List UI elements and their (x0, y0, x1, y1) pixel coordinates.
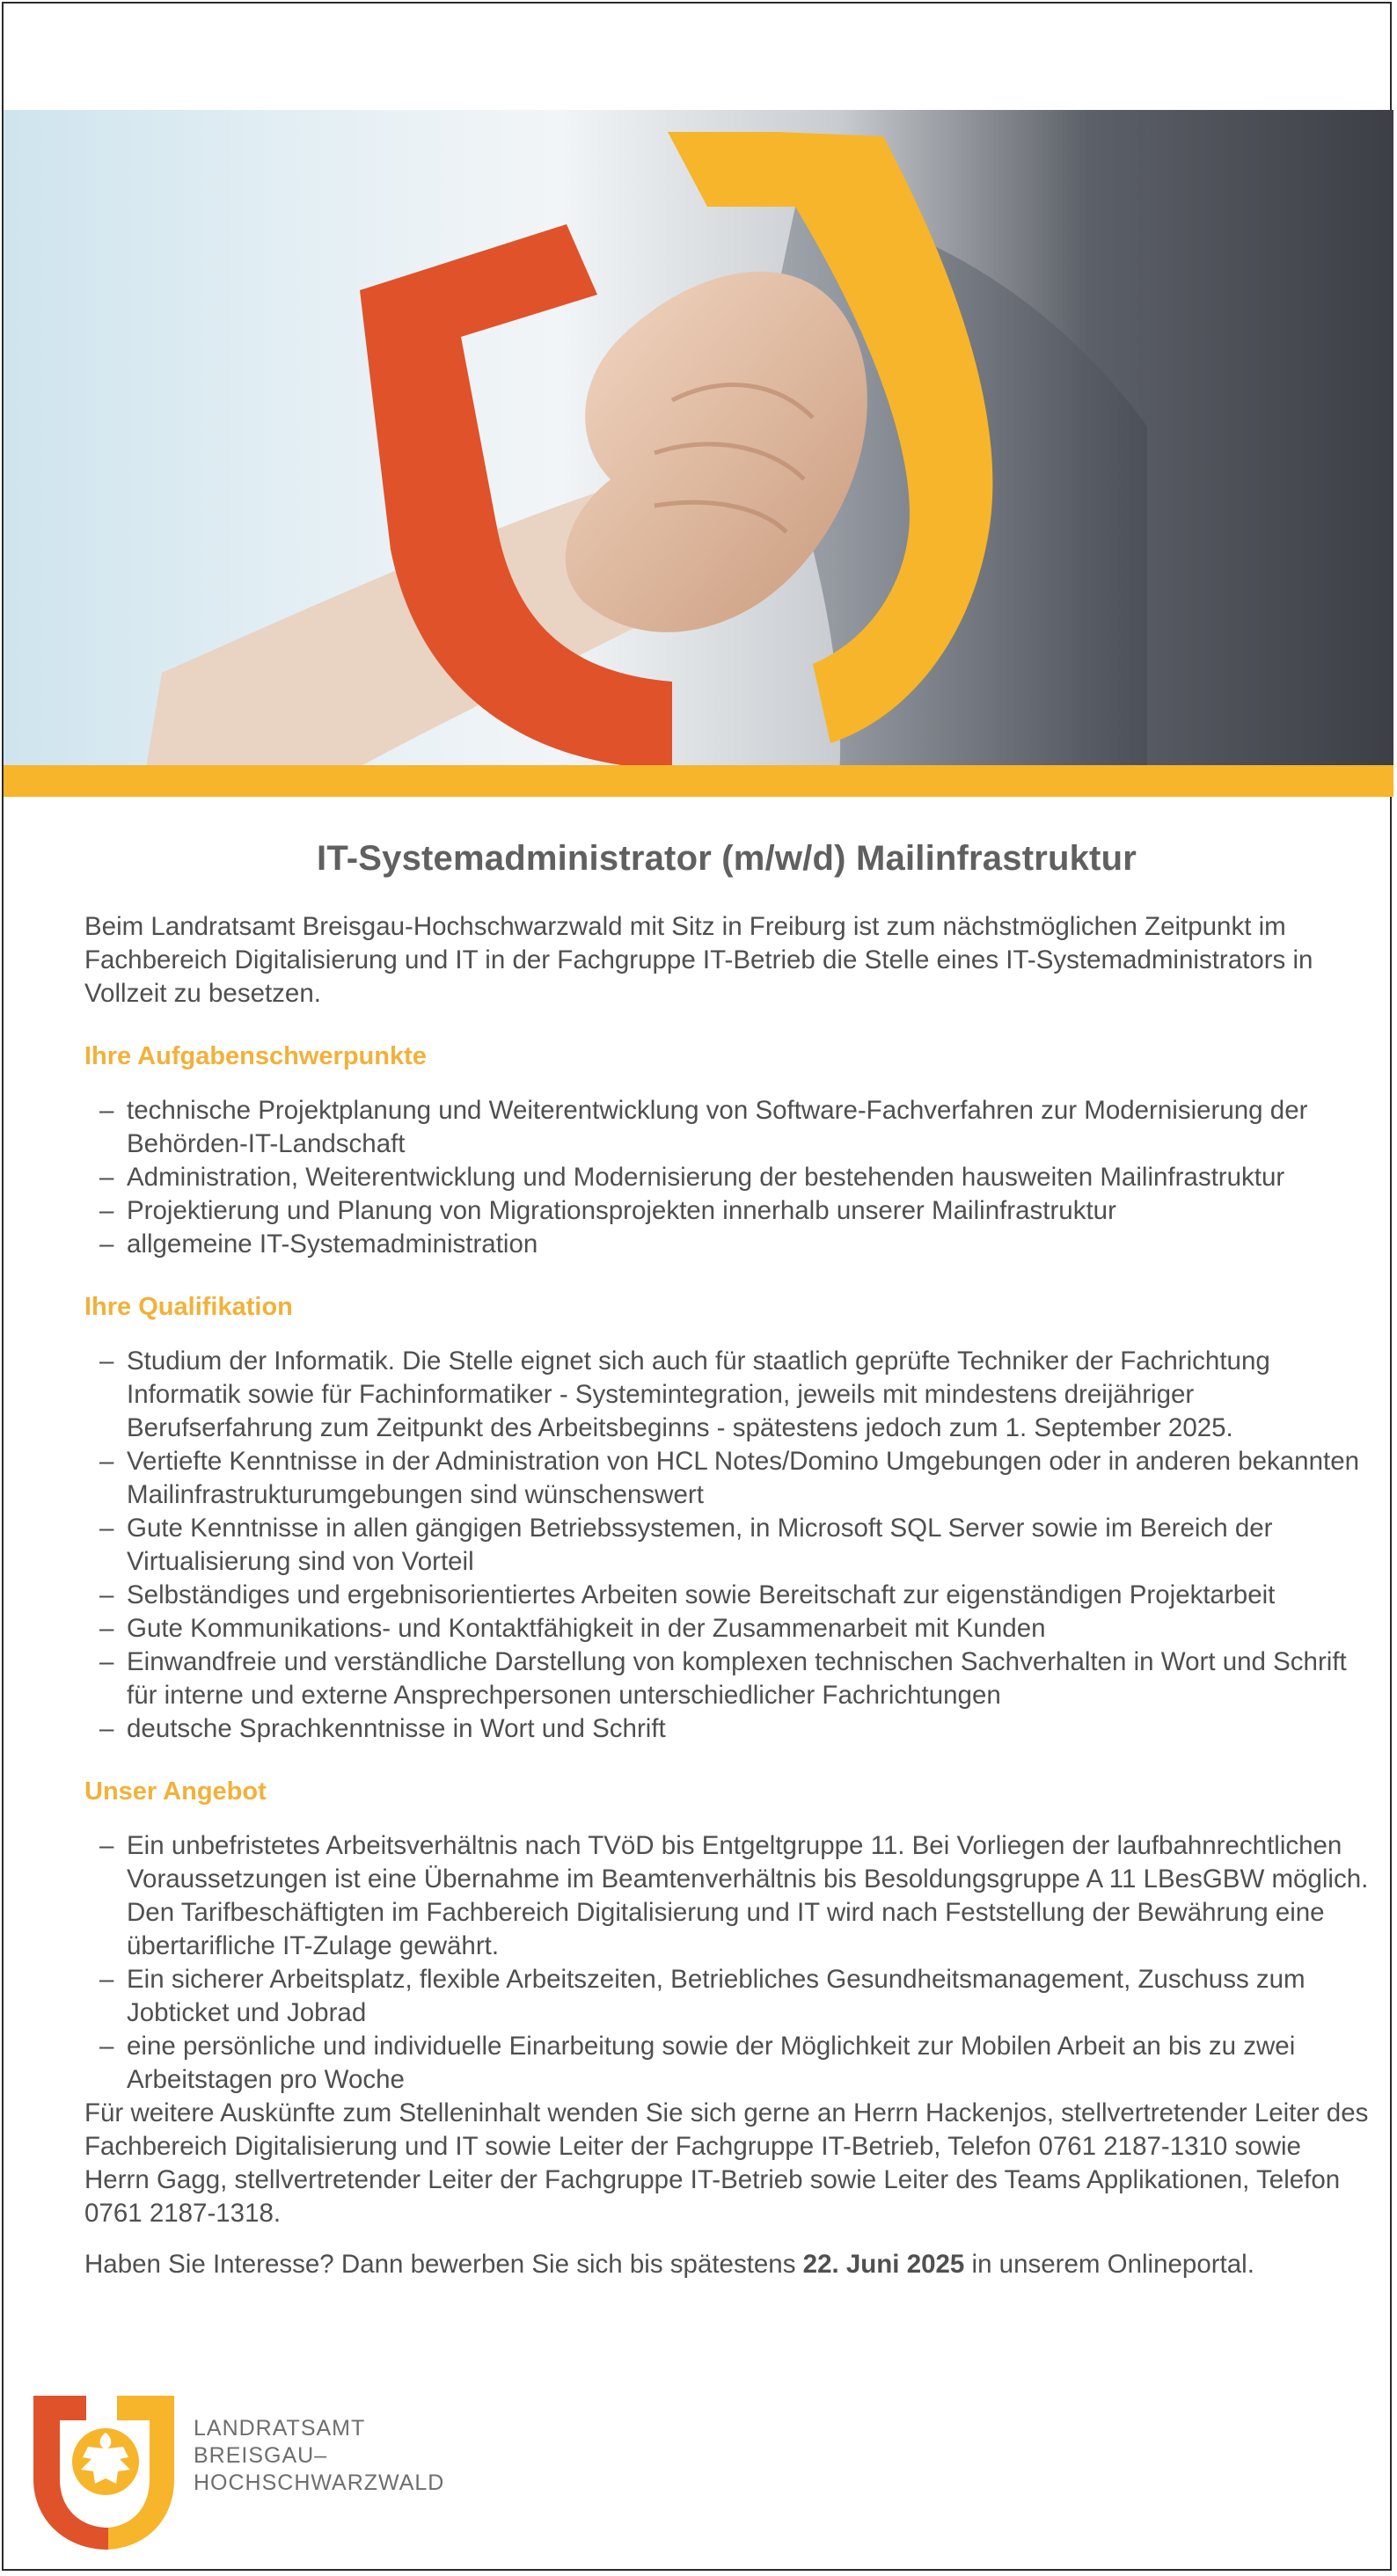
list-item: – allgemeine IT-Systemadministration (127, 1228, 1369, 1261)
section-heading-tasks: Ihre Aufgabenschwerpunkte (84, 1042, 427, 1070)
list-item: – Studium der Informatik. Die Stelle eignet sich auch für staatlich geprüfte Techniker der Fachrichtung Informatik sowie für Fachinformatiker - Systemintegration, jeweils mit mindestens dreijähriger Berufserfahrung zum Zeitpunkt des Arbeitsbeginns - spätestens jedoch zum 1. September 2025. (127, 1345, 1369, 1445)
logo-line: BREISGAU– (194, 2443, 328, 2468)
qualification-list (84, 1345, 1369, 1746)
apply-paragraph (84, 2248, 1369, 2281)
list-item: – deutsche Sprachkenntnisse in Wort und Schrift (127, 1712, 1369, 1746)
list-item: – Ein unbefristetes Arbeitsverhältnis nach TVöD bis Entgeltgruppe 11. Bei Vorliegen der laufbahnrechtlichen Voraussetzungen ist eine Übernahme im Beamtenverhältnis bis Besoldungsgruppe A 11 LBesGBW möglich. Den Tarifbeschäftigten im Fachbereich Digitalisierung und IT wird nach Feststellung der Bewährung eine übertarifliche IT-Zulage gewährt. (127, 1829, 1369, 1963)
page-title: IT-Systemadministrator (m/w/d) Mailinfrastruktur (317, 839, 1137, 878)
offer-list (84, 1829, 1369, 2097)
list-item: – Administration, Weiterentwicklung und Modernisierung der bestehenden hausweiten Mailinfrastruktur (127, 1161, 1369, 1194)
handshake-photo (4, 110, 1393, 778)
hero-image (4, 110, 1393, 778)
list-item: – Selbständiges und ergebnisorientiertes Arbeiten sowie Bereitschaft zur eigenständigen Projektarbeit (127, 1579, 1369, 1612)
section-heading-offer: Unser Angebot (84, 1777, 267, 1806)
list-item: – Vertiefte Kenntnisse in der Administration von HCL Notes/Domino Umgebungen oder in anderen bekannten Mailinfrastrukturumgebungen sind wünschenswert (127, 1445, 1369, 1512)
tasks-list (84, 1094, 1369, 1261)
section-heading-qualification: Ihre Qualifikation (84, 1293, 293, 1321)
deadline-date: 22. Juni 2025 (802, 2250, 965, 2279)
logo-text (194, 2415, 444, 2497)
contact-paragraph: Für weitere Auskünfte zum Stelleninhalt wenden Sie sich gerne an Herrn Hackenjos, stellvertretender Leiter des Fachbereich Digitalisierung und IT sowie Leiter der Fachgruppe IT-Betrieb, Telefon 0761 2187-1310 sowie Herrn Gagg, stellvertretender Leiter der Fachgruppe IT-Betrieb sowie Leiter des Teams Applikationen, Telefon 0761 2187-1318. (84, 2098, 1369, 2228)
logo-line: HOCHSCHWARZWALD (194, 2470, 445, 2495)
coat-of-arms-eagle-icon (33, 2396, 179, 2550)
hero-accent-band (4, 765, 1393, 797)
landratsamt-logo (33, 2396, 473, 2550)
apply-text: Haben Sie Interesse? Dann bewerben Sie sich bis spätestens (84, 2250, 803, 2279)
list-item: – technische Projektplanung und Weiterentwicklung von Software-Fachverfahren zur Modernisierung der Behörden-IT-Landschaft (127, 1094, 1369, 1161)
intro-paragraph: Beim Landratsamt Breisgau-Hochschwarzwald mit Sitz in Freiburg ist zum nächstmöglichen Zeitpunkt im Fachbereich Digitalisierung und IT in der Fachgruppe IT-Betrieb die Stelle eines IT-Systemadministrators in Vollzeit zu besetzen. (84, 912, 1313, 1008)
apply-text-end: in unserem Onlineportal. (964, 2250, 1254, 2279)
list-item: – eine persönliche und individuelle Einarbeitung sowie der Möglichkeit zur Mobilen Arbeit an bis zu zwei Arbeitstagen pro Woche (127, 2030, 1369, 2097)
logo-line: LANDRATSAMT (194, 2416, 366, 2441)
list-item: – Einwandfreie und verständliche Darstellung von komplexen technischen Sachverhalten in Wort und Schrift für interne und externe Ansprechpersonen unterschiedlicher Fachrichtungen (127, 1646, 1369, 1712)
list-item: – Ein sicherer Arbeitsplatz, flexible Arbeitszeiten, Betriebliches Gesundheitsmanagement, Zuschuss zum Jobticket und Jobrad (127, 1963, 1369, 2030)
list-item: – Gute Kommunikations- und Kontaktfähigkeit in der Zusammenarbeit mit Kunden (127, 1612, 1369, 1646)
list-item: – Projektierung und Planung von Migrationsprojekten innerhalb unserer Mailinfrastruktur (127, 1194, 1369, 1228)
list-item: – Gute Kenntnisse in allen gängigen Betriebssystemen, in Microsoft SQL Server sowie im Bereich der Virtualisierung sind von Vorteil (127, 1512, 1369, 1579)
main-content (84, 827, 1369, 2281)
